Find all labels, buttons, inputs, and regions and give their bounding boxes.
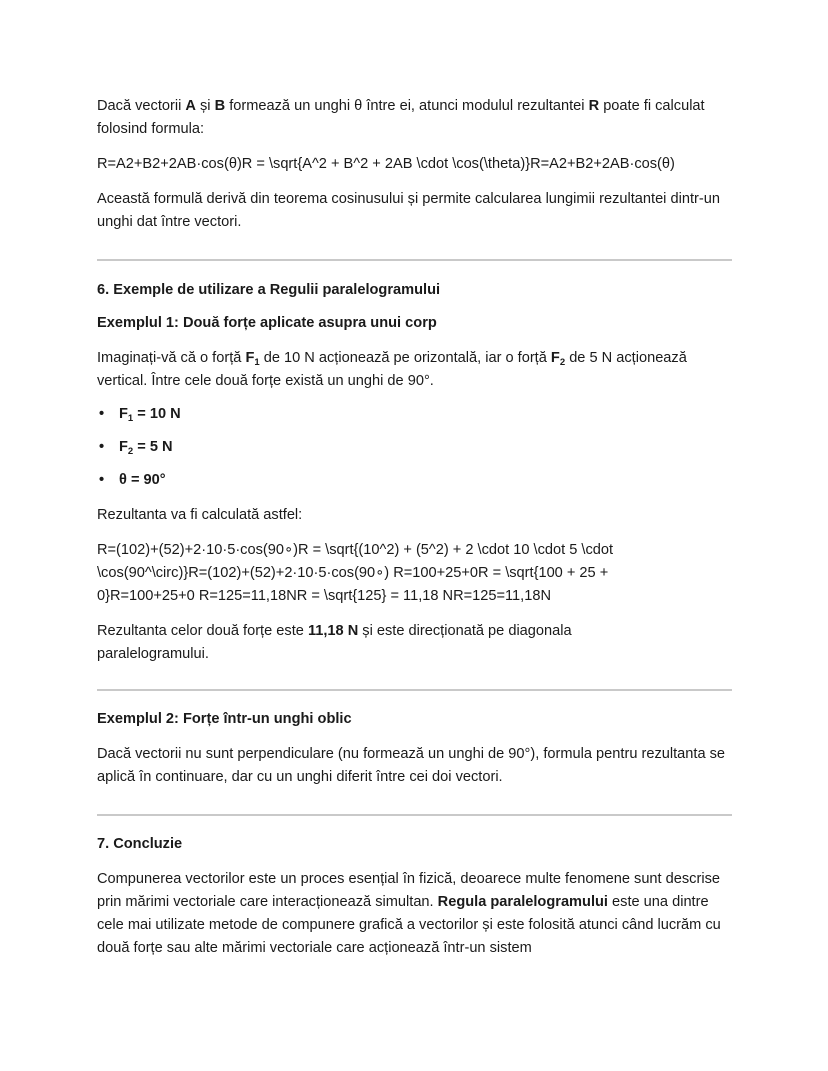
intro-block bbox=[97, 95, 737, 234]
formula-explanation: Această formulă derivă din teorema cosinusului și permite calcularea lungimii rezultantei dintr-un unghi dat între vectori. bbox=[97, 191, 720, 230]
example-2 bbox=[97, 708, 737, 789]
section-6 bbox=[97, 279, 737, 666]
section-title: 7. Concluzie bbox=[97, 836, 183, 852]
example-1-paragraph: Imaginați-vă că o forță $F_1$ de 10 N acționează pe orizontală, iar o forță $F_2$ de 5 N acționează vertical. Între cele două forțe există un unghi de 90°. bbox=[97, 350, 687, 389]
list-item: • θ = 90° bbox=[99, 472, 166, 488]
example-1-title: Exemplul 1: Două forțe aplicate asupra unui corp bbox=[97, 315, 437, 331]
list-item: • $F_1 = 10$ N bbox=[99, 406, 181, 424]
list-item: • $F_2 = 5$ N bbox=[99, 439, 173, 457]
formula-text: R=A2+B2+2AB·cos⁡(θ)R = \sqrt{A^2 + B^2 + 2AB \cdot \cos(\theta)}R=A2+B2+2AB·cos(θ) bbox=[97, 156, 675, 172]
calculation-line: 0}R=100+25+0 R=125=11,18NR = \sqrt{125} = 11,18 NR=125=11,18N bbox=[97, 588, 551, 604]
example-2-title: Exemplul 2: Forțe într-un unghi oblic bbox=[97, 711, 352, 727]
values-list bbox=[97, 403, 737, 492]
intro-paragraph: Dacă vectorii A și B formează un unghi θ între ei, atunci modulul rezultantei R poate fi calculat folosind formula: bbox=[97, 98, 705, 137]
calculation-intro: Rezultanta va fi calculată astfel: bbox=[97, 507, 303, 523]
calculation-line: R=(102)+(52)+2·10·5·cos⁡(90∘)R = \sqrt{(10^2) + (5^2) + 2 \cdot 10 \cdot 5 \cdot bbox=[97, 542, 614, 558]
section-7 bbox=[97, 833, 737, 960]
divider bbox=[97, 259, 732, 261]
section-title: 6. Exemple de utilizare a Regulii paralelogramului bbox=[97, 282, 441, 298]
calculation-line: \cos(90^\circ)}R=(102)+(52)+2·10·5·cos(90∘) R=100+25+0R = \sqrt{100 + 25 + bbox=[97, 565, 609, 581]
divider bbox=[97, 689, 732, 691]
conclusion-paragraph: Compunerea vectorilor este un proces esențial în fizică, deoarece multe fenomene sunt descrise prin mărimi vectoriale care interacționează simultan. Regula paralelogramului este una dintre cele mai utilizate metode de compunere grafică a vectorilor și este folosită atunci când lucrăm cu două forțe sau alte mărimi vectoriale care acționează într-un sistem bbox=[97, 871, 721, 956]
result-paragraph: Rezultanta celor două forțe este 11,18 N și este direcționată pe diagonala paralelogramului. bbox=[97, 623, 572, 662]
divider bbox=[97, 814, 732, 816]
calculation-block bbox=[97, 539, 737, 608]
example-2-paragraph: Dacă vectorii nu sunt perpendiculare (nu formează un unghi de 90°), formula pentru rezultanta se aplică în continuare, dar cu un unghi diferit între cei doi vectori. bbox=[97, 746, 726, 785]
